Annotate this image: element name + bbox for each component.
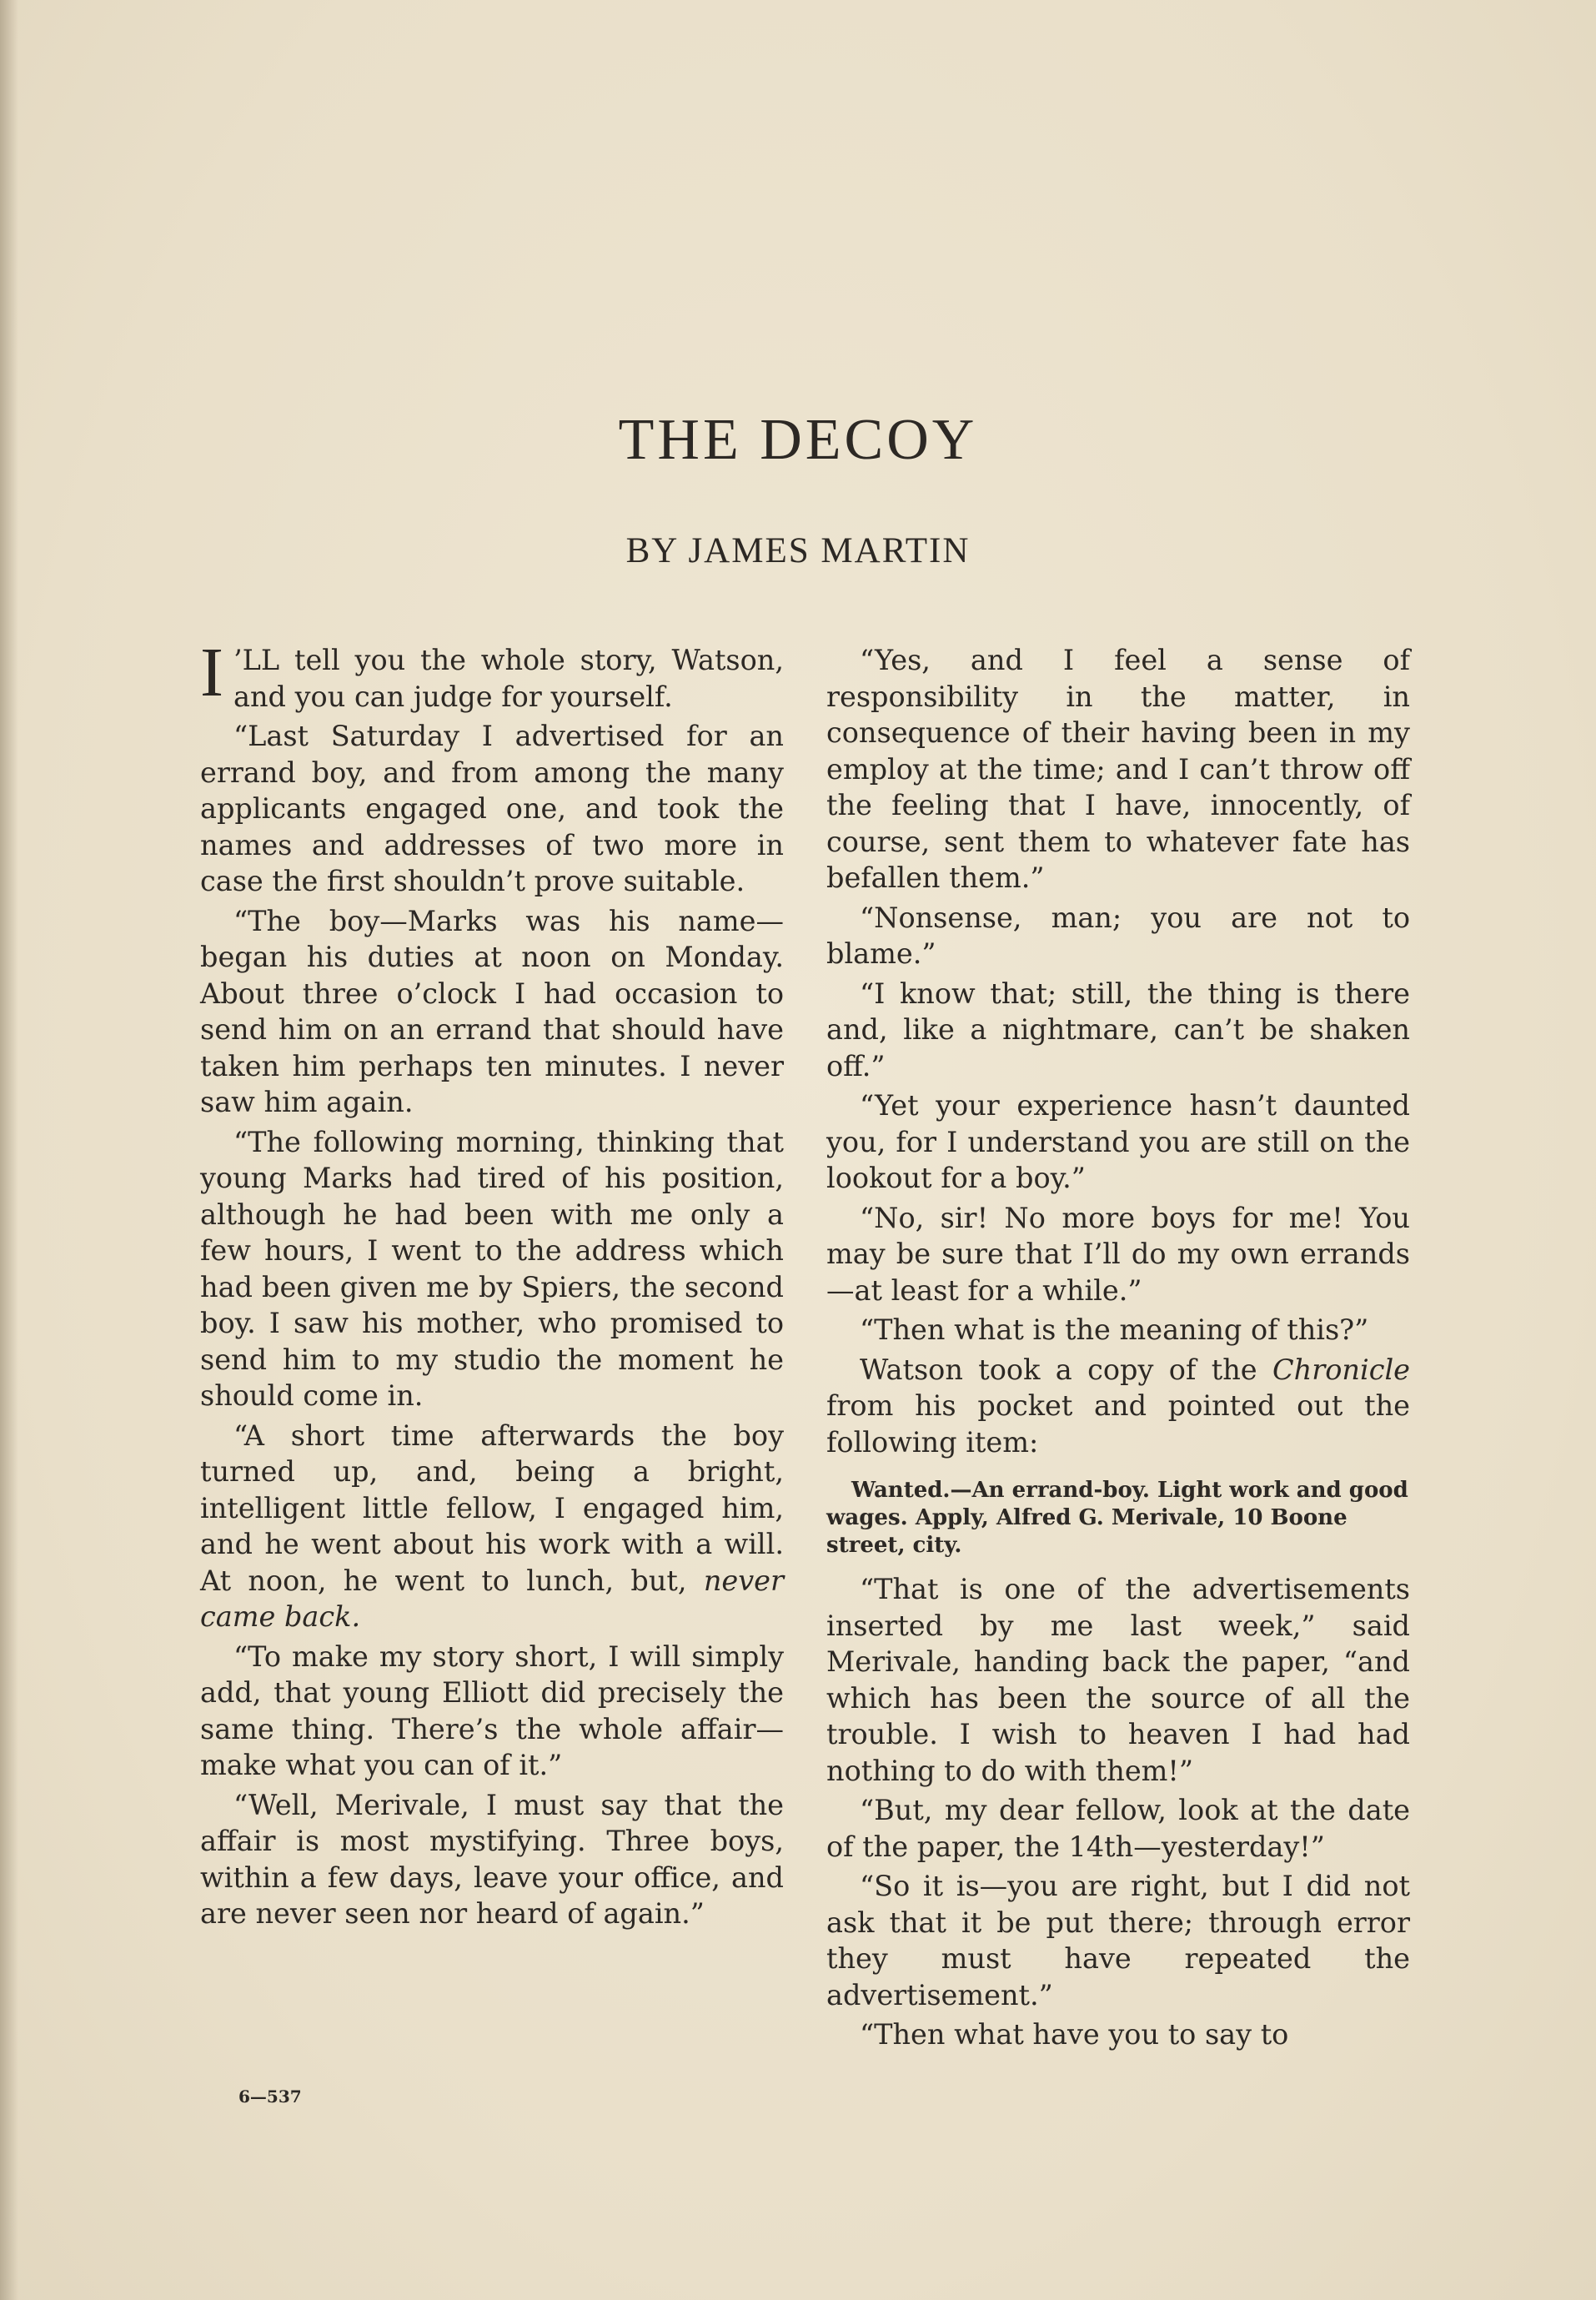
paragraph: “To make my story short, I will simply add, that young Elliott did precisely the same thing. There’s the whole affair—make what you can of it.” xyxy=(200,1640,784,1781)
page-edge-shadow xyxy=(0,0,18,2300)
paragraph: “But, my dear fellow, look at the date of the paper, the 14th—yesterday!” xyxy=(826,1794,1410,1863)
paragraph: “The following morning, thinking that young Marks had tired of his position, although he had been with me only a few hours, I went to the address which had been given me by Spiers, the second boy. I saw his mother, who promised to send him to my studio the moment he should come in. xyxy=(200,1125,784,1412)
paragraph: “No, sir! No more boys for me! You may be sure that I’ll do my own errands—at least for a while.” xyxy=(826,1201,1410,1307)
newspaper-advertisement: Wanted.—An errand-boy. Light work and good wages. Apply, Alfred G. Merivale, 10 Boone street, city. xyxy=(826,1478,1408,1558)
paragraph: “Well, Merivale, I must say that the affair is most mystifying. Three boys, within a few days, leave your office, and are never seen nor heard of again.” xyxy=(200,1788,784,1930)
opening-paragraph xyxy=(200,634,784,715)
left-column xyxy=(200,634,784,1932)
paragraph: “Nonsense, man; you are not to blame.” xyxy=(826,901,1410,970)
story-title: THE DECOY xyxy=(618,408,978,472)
opening-text: ’LL tell you the whole story, Watson, and you can judge for yourself. xyxy=(233,644,784,713)
paragraph: “Then what is the meaning of this?” xyxy=(860,1313,1369,1346)
paragraph: “Then what have you to say to xyxy=(860,2018,1289,2051)
paragraph: “The boy—Marks was his name—began his duties at noon on Monday. About three o’clock I had occasion to send him on an errand that should have taken him perhaps ten minutes. I never saw him again. xyxy=(200,904,784,1118)
paragraph: “That is one of the advertisements inserted by me last week,” said Merivale, handing back the paper, “and which has been the source of all the trouble. I wish to heaven I had had nothing to do with them!” xyxy=(826,1573,1410,1787)
italic-phrase: never came back. xyxy=(200,1564,784,1633)
paragraph: “Last Saturday I advertised for an errand boy, and from among the many applicants engaged one, and took the names and addresses of two more in case the first shouldn’t prove suitable. xyxy=(200,720,784,897)
paragraph xyxy=(200,1418,784,1635)
paragraph-text: from his pocket and pointed out the following item: xyxy=(826,1389,1410,1459)
paragraph: “Yet your experience hasn’t daunted you, for I understand you are still on the lookout for a boy.” xyxy=(826,1089,1410,1194)
paragraph-text: “A short time afterwards the boy turned up, and, being a bright, intelligent little fellow, I engaged him, and he went about his work with a will. At noon, he went to lunch, but, xyxy=(200,1419,784,1597)
paragraph: “So it is—you are right, but I did not ask that it be put there; through error they must have repeated the advertisement.” xyxy=(826,1870,1410,2011)
paragraph xyxy=(826,1352,1410,1461)
paragraph-text: Watson took a copy of the xyxy=(860,1353,1273,1386)
italic-newspaper-name: Chronicle xyxy=(1272,1353,1410,1386)
paragraph: “I know that; still, the thing is there and, like a nightmare, can’t be shaken off.” xyxy=(826,977,1410,1082)
page-folio: 6—537 xyxy=(238,2087,302,2107)
right-column xyxy=(826,642,1410,2053)
author-byline: BY JAMES MARTIN xyxy=(625,531,971,570)
paragraph: “Yes, and I feel a sense of responsibility in the matter, in consequence of their having been in my employ at the time; and I can’t throw off the feeling that I have, innocently, of course, sent them to whatever fate has befallen them.” xyxy=(826,644,1410,894)
drop-cap: I xyxy=(200,634,223,711)
